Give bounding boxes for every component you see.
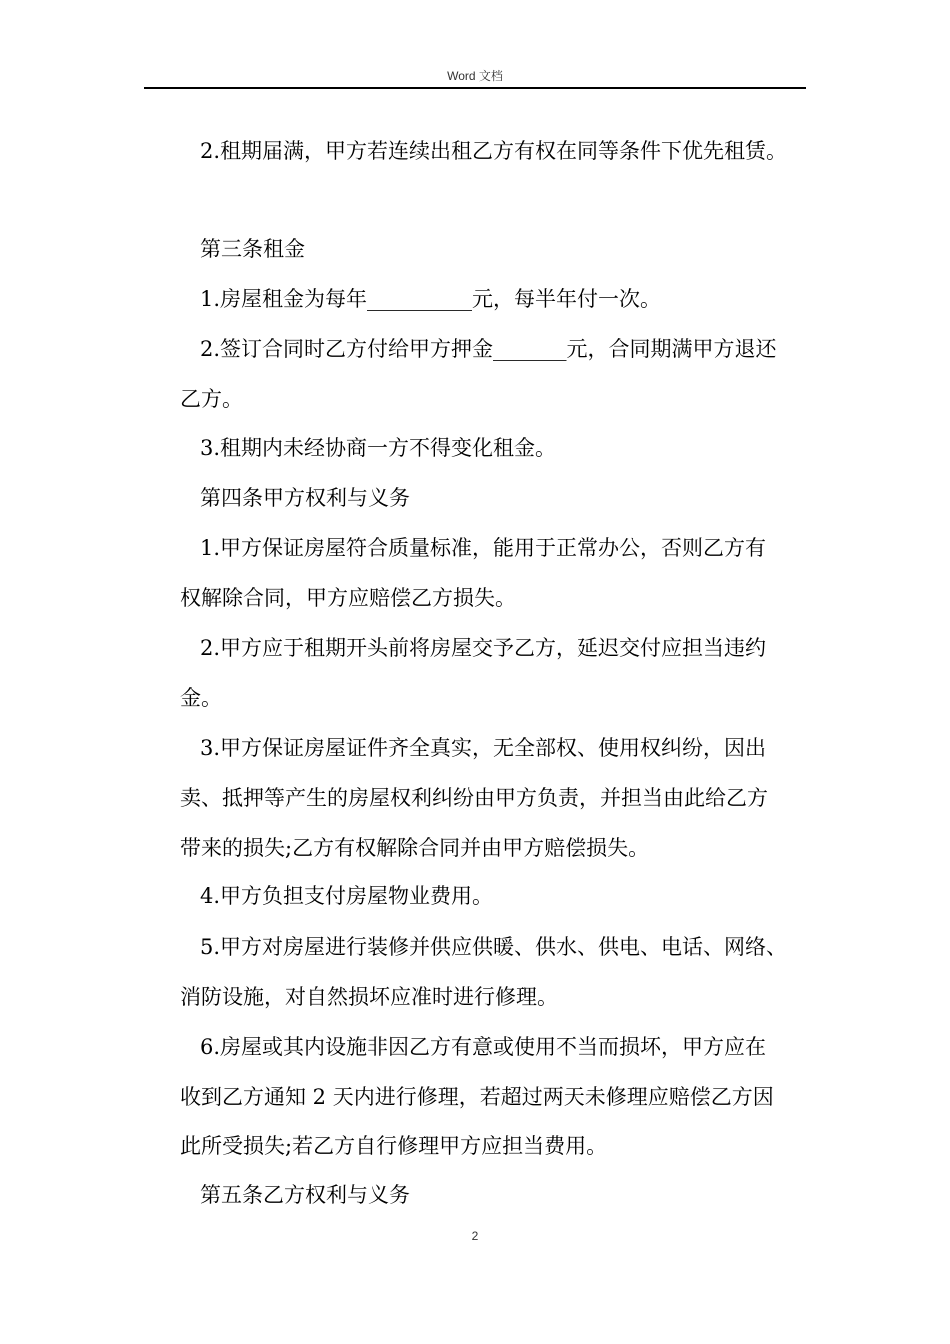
paragraph-line: 带来的损失;乙方有权解除合同并由甲方赔偿损失。 <box>180 836 650 860</box>
paragraph-line: 2.甲方应于租期开头前将房屋交予乙方，延迟交付应担当违约 <box>200 636 767 660</box>
paragraph-line: 此所受损失;若乙方自行修理甲方应担当费用。 <box>180 1134 608 1158</box>
header-divider <box>144 87 806 89</box>
paragraph-line: 金。 <box>180 686 222 710</box>
section-heading: 第三条租金 <box>200 237 305 261</box>
section-heading: 第五条乙方权利与义务 <box>200 1183 410 1207</box>
paragraph-line: 5.甲方对房屋进行装修并供应供暖、供水、供电、电话、网络、 <box>200 935 788 959</box>
paragraph-line: 乙方。 <box>180 387 243 411</box>
paragraph-line: 6.房屋或其内设施非因乙方有意或使用不当而损坏，甲方应在 <box>200 1035 767 1059</box>
page-number: 2 <box>471 1229 479 1243</box>
paragraph-line: 2.租期届满，甲方若连续出租乙方有权在同等条件下优先租赁。 <box>200 139 788 163</box>
page-header: Word 文档 <box>447 69 503 83</box>
paragraph-line: 消防设施，对自然损坏应准时进行修理。 <box>180 985 558 1009</box>
paragraph-line: 3.甲方保证房屋证件齐全真实，无全部权、使用权纠纷，因出 <box>200 736 767 760</box>
paragraph-line: 1.房屋租金为每年__________元，每半年付一次。 <box>200 287 662 311</box>
paragraph-line: 卖、抵押等产生的房屋权利纠纷由甲方负责，并担当由此给乙方 <box>180 786 768 810</box>
paragraph-line: 4.甲方负担支付房屋物业费用。 <box>200 884 494 908</box>
section-heading: 第四条甲方权利与义务 <box>200 486 410 510</box>
paragraph-line: 3.租期内未经协商一方不得变化租金。 <box>200 436 557 460</box>
paragraph-line: 1.甲方保证房屋符合质量标准，能用于正常办公，否则乙方有 <box>200 536 767 560</box>
paragraph-line: 2.签订合同时乙方付给甲方押金_______元，合同期满甲方退还 <box>200 337 777 361</box>
paragraph-line: 收到乙方通知 2 天内进行修理，若超过两天未修理应赔偿乙方因 <box>180 1085 774 1109</box>
paragraph-line: 权解除合同，甲方应赔偿乙方损失。 <box>180 586 516 610</box>
